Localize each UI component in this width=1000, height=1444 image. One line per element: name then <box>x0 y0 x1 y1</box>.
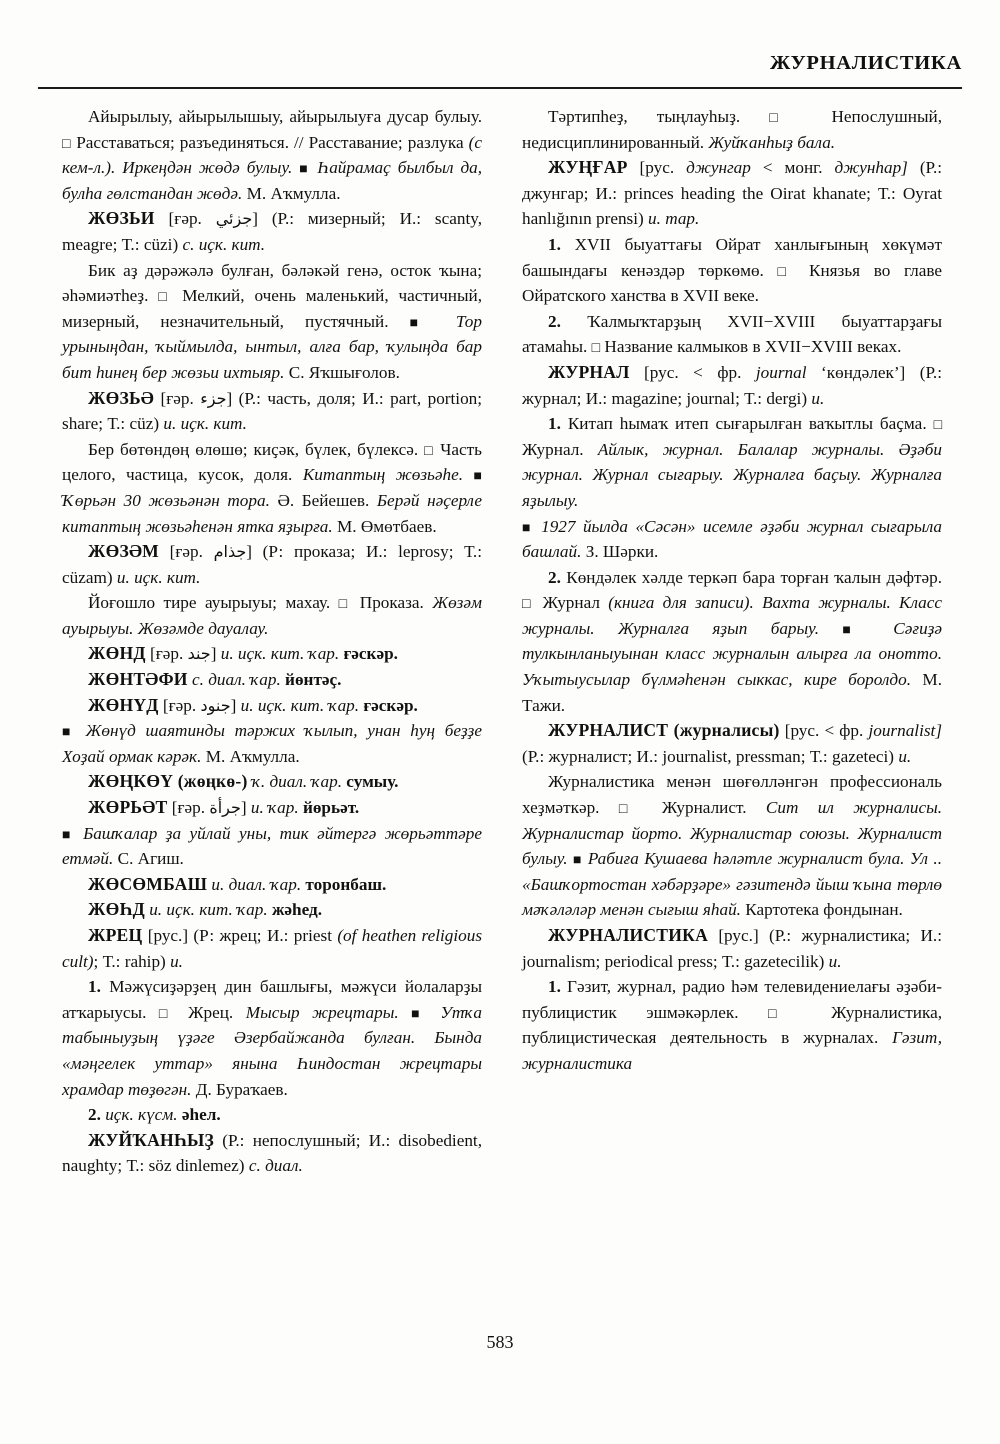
gloss-tr: gazetecilik) <box>744 951 825 971</box>
open-square-marker <box>769 111 802 126</box>
etymology-language: ғәр. <box>166 388 194 408</box>
etymology-language: ғәр. <box>168 695 197 715</box>
entry-zhontafi <box>62 667 482 693</box>
cross-reference[interactable]: сумыу. <box>346 772 399 792</box>
gloss-tr: dergi) <box>766 388 808 408</box>
headword: ЖУЙҠАНҺЫҘ <box>88 1129 214 1150</box>
gloss-label-en: И.: <box>365 542 388 562</box>
entry-continuation <box>62 104 482 206</box>
page-number: 583 <box>486 1332 514 1352</box>
headword: ЖӨНТӘФИ <box>88 669 188 690</box>
solid-square-marker <box>474 469 482 484</box>
entry-continuation-right <box>522 104 942 155</box>
grammar-note: и. иҫк. кит. <box>163 414 247 434</box>
cross-reference[interactable]: ғәскәр. <box>363 695 418 715</box>
headword: ЖУҢҒАР <box>548 157 628 178</box>
definition-russian: Проказа. <box>359 593 424 613</box>
solid-square-marker <box>411 1007 428 1022</box>
open-square-marker <box>522 597 534 612</box>
headword: ЖӨНД <box>88 643 146 664</box>
gloss-en: journalism; periodical press; <box>522 951 718 971</box>
grammar-note: и. ҡар. <box>250 798 299 818</box>
cross-reference[interactable]: йөнтәҫ. <box>285 670 342 690</box>
gloss-label-en: И.: <box>399 209 422 229</box>
sense-number: 2. <box>88 1105 101 1125</box>
gloss-ru: жрец; <box>219 926 262 945</box>
open-square-marker <box>159 1007 176 1022</box>
grammar-note: и. иҫк. кит. <box>116 567 201 587</box>
gloss-label-tr: Т.: <box>809 746 828 766</box>
definition-bashkir: XVII быуаттағы Ойрат ханлығының хөкүмәт башындағы кенәздәр төркөмө. <box>522 234 943 280</box>
solid-square-marker <box>410 316 435 331</box>
example-phrases: Гәзит, журналистика <box>522 1028 942 1073</box>
gloss-label-ru: Р: <box>268 542 284 562</box>
example-phrases: Сит ил журналисы. Журналистар йорто. Журналистар союзы. Журналист булыу. <box>522 798 943 869</box>
entry-zhozi-body <box>62 258 482 386</box>
continuation-bashkir: Тәртипһеҙ, тыңлауһыҙ. <box>548 107 741 126</box>
gloss-en: disobedient, naughty; <box>62 1130 482 1176</box>
entry-zhohd <box>62 897 482 923</box>
entry-zhurnal: ЖУРНАЛ [рус. < фр. journal ‘көндәлек’] (Р.: журнал; И.: magazine; journal; Т.: dergi) и. <box>522 361 942 408</box>
entry-zhond: ЖӨНД [ғәр. جند] и. иҫк. кит. ҡар. ғәскәр. <box>88 643 398 664</box>
headword: ЖӨНҮД <box>88 694 159 715</box>
entry-zhosombash <box>62 872 482 898</box>
open-square-marker <box>424 444 434 459</box>
gloss-ru: журнал; <box>522 388 582 408</box>
gloss-en-qualifier: (of heathen religious cult) <box>62 926 483 971</box>
gloss-label-tr: Т.: <box>121 234 140 254</box>
solid-square-marker <box>62 725 76 740</box>
running-head: ЖУРНАЛИСТИКА <box>769 52 962 74</box>
entry-zhrets-sense-2 <box>62 1102 482 1128</box>
entry-zhurnalist: ЖУРНАЛИСТ (журналисы) [рус. < фр. journalist] (Р.: журналист; И.: journalist, pressman; Т.: gazeteci) и. <box>522 720 943 766</box>
citation-text: Рабиға Кушаева һәләтле журналист була. Ул .. «Башҡортостан хәбәрҙәре» гәзитендә йыш ҡына төрлө мәҡәләләр менән сығыш яһай. <box>522 849 942 920</box>
entry-zhrets: ЖРЕЦ [рус.] (Р: жрец; И.: priest (of heathen religious cult); Т.: rahip) и. <box>62 925 483 971</box>
definition-bashkir: Гәзит, журнал, радио һәм телевидениелағы әҙәби-публицистик эшмәкәрлек. <box>522 977 943 1022</box>
headword: ЖӨҢКӨҮ (жөңкө-) <box>88 771 248 792</box>
etymology-language: ғәр. <box>174 209 202 229</box>
cross-reference[interactable]: торонбаш. <box>305 874 387 894</box>
headword: ЖӨҺД <box>88 899 145 920</box>
gloss-ru: журналист; <box>548 746 633 766</box>
gloss-label-en: И.: <box>920 926 942 945</box>
gloss-label-tr: Т.: <box>877 183 896 203</box>
grammar-note: ҡ. диал. ҡар. <box>251 772 342 792</box>
solid-square-marker <box>62 828 75 843</box>
citation-text: Жөнүд шаятинды тәржих ҡылып, унан һуң беҙҙе Хоҙай ормак кәрәк. <box>62 721 483 766</box>
header-rule <box>38 87 962 89</box>
citation-source: Картотека фондынан. <box>745 900 903 920</box>
cross-reference[interactable]: әһел. <box>181 1105 221 1125</box>
cross-reference[interactable]: йөрьәт. <box>302 798 360 818</box>
grammar-note: и. диал. ҡар. <box>211 874 302 894</box>
arabic-etymology: جند <box>187 644 211 664</box>
gloss-tr: gazeteci) <box>832 746 895 766</box>
entry-zhurnalistika-sense-1 <box>522 974 942 1076</box>
gloss-label-tr: Т.: <box>464 542 482 562</box>
gloss-tr: rahip) <box>124 951 166 971</box>
example-phrases: Айлык, журнал. Балалар журналы. Әҙәби журнал. Журнал сығарыу. Журналға баҫыу. Журналға яҙылыу. <box>522 439 943 510</box>
example-phrases: Мысыр жрецтары. <box>245 1002 399 1022</box>
cross-reference[interactable]: ғәскәр. <box>343 644 398 664</box>
definition-bashkir: Йоғошло тире ауырыуы; махау. <box>88 593 331 613</box>
definition-russian: Журналист. <box>661 798 747 818</box>
headword: ЖУРНАЛИСТ (журналисы) <box>548 720 780 741</box>
solid-square-marker <box>522 521 534 536</box>
gloss-tr: Oyrat hanlığının prensi) <box>522 183 943 229</box>
gloss-label-tr: Т.: <box>102 951 121 971</box>
arabic-etymology: جرأة <box>209 798 241 818</box>
gloss-ru: проказа; <box>294 542 356 562</box>
grammar-note: и. иҫк. кит. ҡар. <box>220 644 340 664</box>
etymology-language: ғәр. <box>155 644 184 664</box>
gloss-tr: cüzam) <box>62 567 113 587</box>
citation-text: Утҡа табыныуҙың үҙәге Әзербайжанда булған. Бында «мәңгелек уттар» янына Һиндостан жрецтары храмдар төҙөгән. <box>62 1002 482 1099</box>
etymology-form: джунгар <box>686 158 751 178</box>
entry-zhozya-body <box>62 437 482 539</box>
definition-bashkir: Ҡалмыҡтарҙың XVII−XVIII быуаттарҙағы атамаһы. <box>522 311 942 357</box>
citation-source: Д. Бураҡаев. <box>195 1079 288 1099</box>
entry-zhungar: ЖУҢҒАР [рус. джунгар < монг. джунһар] (Р.: джунгар; И.: princes heading the Oirat khanate; Т.: Oyrat hanlığının prensi) и. тар. <box>522 157 943 229</box>
grammar-note: и. тар. <box>648 209 700 229</box>
citation-source-2: М. Өмөтбаев. <box>336 516 437 536</box>
etymology-language: рус. < фр. <box>790 721 864 741</box>
gloss-en: journalist, pressman; <box>662 746 806 766</box>
definition-russian: Мелкий, очень маленький, частичный, мизерный, незначительный, пустячный. <box>62 286 483 331</box>
entry-zhozam: ЖӨЗӘМ [ғәр. جذام] (Р: проказа; И.: leprosy; Т.: cüzam) и. иҫк. кит. <box>62 541 482 587</box>
open-square-marker <box>619 802 643 817</box>
gloss-label-ru: Р: <box>199 926 215 945</box>
grammar-note: с. диал. <box>248 1156 303 1176</box>
open-square-marker <box>934 418 942 433</box>
etymology-form: journal <box>755 362 807 382</box>
entry-zhrets-sense-1 <box>62 974 482 1102</box>
definition-bashkir: Мәжүсиҙәрҙең дин башлығы, мәжүси йолаларҙы атҡарыусы. <box>62 977 482 1022</box>
gloss-label-en: И.: <box>362 388 384 408</box>
example-phrases: Жөзәм ауырыуы. Жөзәмде дауалау. <box>62 593 482 638</box>
gloss-ru: часть, доля; <box>267 388 356 408</box>
continuation-russian: Расставаться; разъединяться. // Расставание; разлука <box>76 132 464 152</box>
entry-zhozam-body <box>62 590 482 641</box>
definition-russian: Журналистика, публицистическая деятельность в журналах. <box>522 1002 943 1048</box>
grammar-note: и. <box>898 746 912 766</box>
definition-russian: Название калмыков в XVII−XVIII веках. <box>604 337 902 357</box>
continuation-russian-italic: (с кем-л.). <box>62 132 483 178</box>
solid-square-marker <box>842 623 870 638</box>
arabic-etymology: جذام <box>213 542 247 562</box>
entry-zhurnalistika: ЖУРНАЛИСТИКА [рус.] (Р.: журналистика; И.: journalism; periodical press; Т.: gazetecilik) и. <box>522 925 942 971</box>
entry-zhoryat: ЖӨРЬӘТ [ғәр. جرأة] и. ҡар. йөрьәт. <box>88 797 360 818</box>
two-column-body <box>62 104 942 1304</box>
gloss-en: princes heading the Oirat khanate; <box>624 183 871 203</box>
headword: ЖӨРЬӘТ <box>88 797 168 818</box>
definition-russian: Журнал. <box>522 439 584 459</box>
headword: ЖӨЗЬИ <box>88 208 155 229</box>
citation-source: С. Яҡшығолов. <box>288 362 400 382</box>
gloss-tr: cüzi) <box>143 234 179 254</box>
gloss-label-ru: Р.: <box>244 388 261 408</box>
gloss-en: magazine; journal; <box>611 388 740 408</box>
definition-russian: Жрец. <box>188 1002 234 1022</box>
etymology-language: ғәр. <box>175 542 203 562</box>
citation-text: Тор урыныңдан, ҡыймылда, ынтыл, алға бар, ҡулыңда бар бит һинең бер жөзьи ихтыяр. <box>62 311 482 382</box>
gloss-label-en: И.: <box>636 746 659 766</box>
etymology-language: рус. <box>645 158 675 178</box>
definition-russian-qualifier: (книга для записи). <box>608 593 754 613</box>
arabic-etymology: جنود <box>200 695 231 715</box>
example-phrases: Вахта журналы. Класс журналы. Журналға яҙып барыу. <box>522 593 942 638</box>
continuation-example-1: Иркеңдән жөдә булыу. <box>122 158 293 178</box>
open-square-marker <box>62 137 71 152</box>
gloss-label-en: И.: <box>266 926 289 945</box>
headword: ЖӨЗЬӘ <box>88 387 154 408</box>
grammar-note: иҫк. күсм. <box>105 1105 178 1125</box>
continuation-example-2: Һайрамаҫ былбыл да, булһа гөлстандан жөдә. <box>62 158 483 203</box>
gloss-label-en: И.: <box>368 1130 391 1150</box>
gloss-label-tr: Т.: <box>126 1156 145 1176</box>
gloss-ru: мизерный; <box>307 209 386 229</box>
entry-zhungar-sense-1 <box>522 232 942 309</box>
sense-number: 2. <box>548 567 561 587</box>
definition-russian: Журнал <box>542 593 600 613</box>
sense-number: 2. <box>548 311 561 331</box>
entry-zhozya: ЖӨЗЬӘ [ғәр. جزء] (Р.: часть, доля; И.: part, portion; share; Т.: cüz) и. иҫк. кит. <box>62 387 483 434</box>
definition-bashkir: Бер бөтөндөң өлөшө; киҫәк, бүлек, бүлексә. <box>88 439 419 459</box>
entry-zhongkou <box>62 769 482 795</box>
gloss-label-ru: Р.: <box>925 158 943 178</box>
citation-source: М. Аҡмулла. <box>205 746 300 766</box>
definition-russian: Часть целого, частица, кусок, доля. <box>62 439 482 485</box>
gloss-en: leprosy; <box>398 542 454 562</box>
grammar-note: с. иҫк. кит. <box>182 234 266 254</box>
entry-zhozi: ЖӨЗЬИ [ғәр. جزئي] (Р.: мизерный; И.: scanty, meagre; Т.: cüzi) с. иҫк. кит. <box>62 208 482 254</box>
gloss-en: priest <box>293 926 332 945</box>
continuation-bashkir: Айырылыу, айырылышыу, айырылыуға дусар булыу. <box>88 107 482 126</box>
gloss-label-ru: Р.: <box>227 1130 245 1150</box>
definition-bashkir: Китап һымаҡ итеп сығарылған ваҡытлы баҫма. <box>567 414 927 434</box>
definition-bashkir: Бик аҙ дәрәжәлә булған, бәләкәй генә, осток ҡына; әһәмиәтһеҙ. <box>62 260 482 306</box>
gloss-label-en: И.: <box>585 388 608 408</box>
example-phrases: Жуйҡанһыҙ бала. <box>708 132 836 152</box>
etymology-language: рус. <box>724 926 753 945</box>
grammar-note: и. иҫк. кит. ҡар. <box>149 900 268 920</box>
etymology-language: рус. <box>153 926 183 945</box>
headword: ЖУРНАЛ <box>548 361 630 382</box>
continuation-russian: Непослушный, недисциплинированный. <box>522 107 943 152</box>
gloss-label-ru: Р.: <box>925 362 942 382</box>
etymology-meaning: ‘көндәлек’] <box>821 362 906 382</box>
solid-square-marker <box>299 162 310 177</box>
right-column <box>522 104 942 1304</box>
etymology-form: journalist] <box>868 721 943 741</box>
open-square-marker <box>158 290 172 305</box>
etymology-language: ғәр. <box>177 798 206 818</box>
cross-reference[interactable]: жәһед. <box>271 900 322 920</box>
definition-bashkir: Көндәлек хәлде теркәп бара торған ҡалын дәфтәр. <box>566 567 942 587</box>
sense-number: 1. <box>548 977 561 997</box>
entry-zhonud-citation <box>62 718 482 769</box>
definition-bashkir: Журналистика менән шөғөлләнгән профессиональ хеҙмәткәр. <box>522 772 942 818</box>
open-square-marker <box>768 1007 802 1022</box>
citation-source: З. Шәрки. <box>585 542 659 562</box>
arabic-etymology: جزئي <box>215 209 253 229</box>
gloss-en: part, portion; share; <box>62 388 483 434</box>
open-square-marker <box>339 597 352 612</box>
gloss-label-tr: Т.: <box>107 414 126 434</box>
gloss-ru: журналистика; <box>801 926 911 945</box>
gloss-tr: söz dinlemez) <box>148 1156 245 1176</box>
grammar-note: и. <box>828 951 842 971</box>
grammar-note: и. иҫк. кит. ҡар. <box>240 695 360 715</box>
entry-zhurnal-sense-1 <box>522 411 942 513</box>
gloss-ru: непослушный; <box>252 1130 361 1150</box>
citation-text: Башҡалар ҙа уйлай уны, тик әйтергә жөрьәттәре етмәй. <box>62 823 482 869</box>
headword: ЖӨСӨМБАШ <box>88 873 208 894</box>
entry-zhungar-sense-2 <box>522 309 942 360</box>
sense-number: 1. <box>88 977 101 997</box>
definition-russian: Князья во главе Ойратского ханства в XVII веке. <box>522 260 943 306</box>
grammar-note: с. диал. ҡар. <box>192 670 281 690</box>
citation-text-2: Берәй нәҫерле китаптың жөзьәһенән ятка яҙырға. <box>62 490 482 536</box>
etymology-source-language: < монг. <box>762 158 823 178</box>
citation-text: Сәғиҙә тулкынланыуынан класс журналын алырға ла онотто. Уҡытыусылар бүлмәһенән сыккас, кире боролдо. <box>522 618 943 690</box>
open-square-marker <box>592 341 600 356</box>
gloss-label-tr: Т.: <box>744 388 763 408</box>
gloss-label-en: И.: <box>595 183 618 203</box>
gloss-label-ru: Р.: <box>774 926 792 945</box>
entry-zhoryat-citation <box>62 821 482 872</box>
gloss-label-ru: Р.: <box>527 746 545 766</box>
left-column <box>62 104 482 1304</box>
arabic-etymology: جزء <box>200 388 227 408</box>
citation-source: Ә. Бейешев. <box>277 490 370 510</box>
grammar-note: и. <box>811 388 825 408</box>
citation-text: 1927 йылда «Сәсән» исемле әҙәби журнал сығарыла башлай. <box>522 516 942 562</box>
gloss-label-tr: Т.: <box>722 951 740 971</box>
entry-zhonud: ЖӨНҮД [ғәр. جنود] и. иҫк. кит. ҡар. ғәскәр. <box>88 694 418 715</box>
gloss-label-ru: Р.: <box>277 209 295 229</box>
gloss-en: scanty, meagre; <box>62 209 482 254</box>
etymology-language: рус. < фр. <box>649 362 742 382</box>
etymology-form-2: джунһар] <box>834 158 908 178</box>
citation-source: М. Тажи. <box>522 670 942 715</box>
solid-square-marker <box>573 853 583 868</box>
entry-zhuykanhyz: ЖУЙҠАНҺЫҘ (Р.: непослушный; И.: disobedient, naughty; Т.: söz dinlemez) с. диал. <box>62 1129 482 1176</box>
gloss-ru: джунгар; <box>522 183 589 203</box>
headword: ЖӨЗӘМ <box>88 541 159 562</box>
sense-number: 1. <box>548 234 561 254</box>
gloss-tr: cüz) <box>129 414 160 434</box>
headword: ЖРЕЦ <box>88 925 143 945</box>
example-phrases: Китаптың жөзьәһе. <box>302 465 464 485</box>
entry-zhurnalist-body <box>522 769 942 923</box>
entry-zhurnal-sense-1-citation <box>522 514 942 565</box>
headword: ЖУРНАЛИСТИКА <box>548 925 708 945</box>
citation-text: Ҡөрьән 30 жөзьәнән тора. <box>62 490 270 510</box>
open-square-marker <box>778 265 796 280</box>
grammar-note: и. <box>170 951 183 971</box>
continuation-example-source: М. Аҡмулла. <box>246 183 341 203</box>
citation-source: С. Агиш. <box>117 849 184 869</box>
sense-number: 1. <box>548 414 561 434</box>
entry-zhurnal-sense-2 <box>522 565 942 719</box>
